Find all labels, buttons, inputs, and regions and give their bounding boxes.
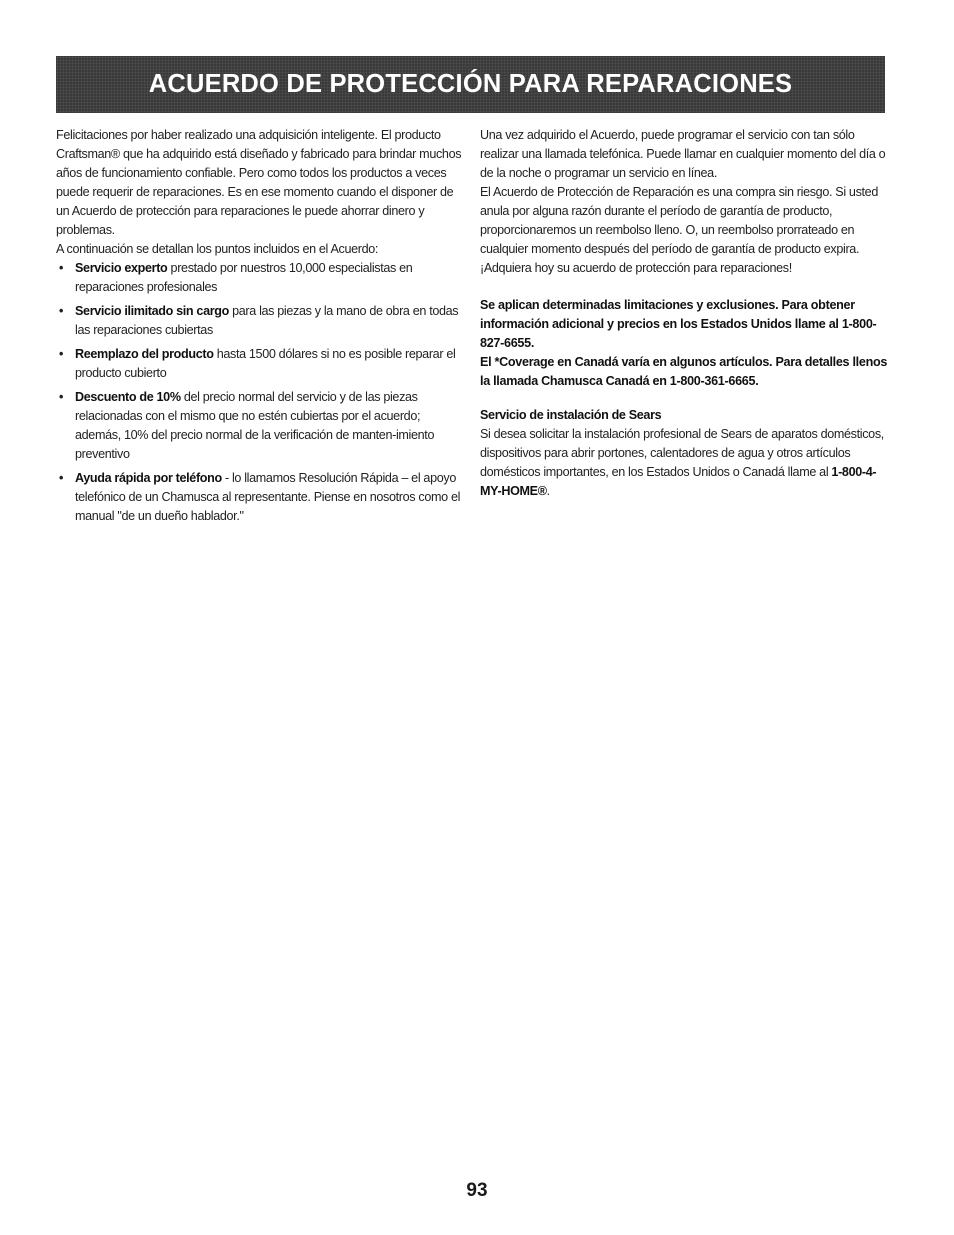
page-number: 93 [466, 1180, 488, 1201]
bullet-icon: • [59, 347, 64, 361]
installation-paragraph [480, 425, 890, 501]
installation-heading: Servicio de instalación de Sears [480, 408, 662, 422]
list-item-text: para las piezas y la mano de obra en todas las reparaciones cubiertas [75, 304, 459, 337]
installation-text: Si desea solicitar la instalación profesional de Sears de aparatos domésticos, dispositivos para abrir portones, calentadores de agua y otros artículos domésticos importantes, en los Estados Unidos o Canadá llame al [480, 427, 884, 479]
intro-paragraph: Felicitaciones por haber realizado una adquisición inteligente. El producto Craftsman® que ha adquirido está diseñado y fabricado para brindar muchos años de funcionamiento confiable. Pero como todos los productos a veces puede requerir de reparaciones. Es en ese momento cuando el disponer de un Acuerdo de protección para reparaciones le puede ahorrar dinero y problemas. [56, 128, 462, 237]
list-item-ayuda-telefono [56, 469, 466, 526]
list-item-bold: Servicio experto [75, 261, 168, 275]
bullet-icon: • [59, 261, 64, 275]
list-item-text: del precio normal del servicio y de las piezas relacionadas con el mismo que no estén cubiertas por el acuerdo; además, 10% del precio normal de la verificación de manten-imiento preventivo [75, 390, 435, 461]
list-intro: A continuación se detallan los puntos incluidos en el Acuerdo: [56, 242, 379, 256]
list-item-servicio-experto [56, 259, 466, 297]
list-item-bold: Servicio ilimitado sin cargo [75, 304, 229, 318]
list-item-descuento [56, 388, 466, 464]
spacer [480, 278, 890, 296]
list-item-text: - lo llamamos Resolución Rápida – el apoyo telefónico de un Chamusca al representante. Piense en nosotros como el manual "de un dueño hablador." [75, 471, 461, 523]
bullet-icon: • [59, 390, 64, 404]
list-item-bold: Reemplazo del producto [75, 347, 214, 361]
list-item-text: hasta 1500 dólares si no es posible reparar el producto cubierto [75, 347, 456, 380]
right-column [480, 126, 890, 501]
installation-phone: 1-800-4-MY-HOME® [480, 465, 877, 498]
list-item-reemplazo [56, 345, 466, 383]
list-item-bold: Ayuda rápida por teléfono [75, 471, 222, 485]
list-item-text: prestado por nuestros 10,000 especialistas en reparaciones profesionales [75, 261, 413, 294]
installation-end: . [546, 484, 550, 498]
limitations-us: Se aplican determinadas limitaciones y exclusiones. Para obtener información adicional y precios en los Estados Unidos llame al 1-800-827-6655. [480, 298, 877, 350]
scheduling-paragraph: Una vez adquirido el Acuerdo, puede programar el servicio con tan sólo realizar una llamada telefónica. Puede llamar en cualquier momento del día o de la noche o programar un servicio en línea. [480, 128, 886, 180]
list-item-bold: Descuento de 10% [75, 390, 181, 404]
left-column [56, 126, 466, 531]
title-banner [56, 56, 885, 113]
page-title: ACUERDO DE PROTECCIÓN PARA REPARACIONES [148, 70, 793, 98]
bullet-icon: • [59, 471, 64, 485]
spacer [480, 391, 890, 406]
bullet-icon: • [59, 304, 64, 318]
risk-free-paragraph: El Acuerdo de Protección de Reparación es una compra sin riesgo. Si usted anula por alguna razón durante el período de garantía de producto, proporcionaremos un reembolso lleno. O, un reembolso prorrateado en cualquier momento después del período de garantía de producto expira. ¡Adquiera hoy su acuerdo de protección para reparaciones! [480, 185, 878, 275]
list-item-servicio-ilimitado [56, 302, 466, 340]
limitations-canada: El *Coverage en Canadá varía en algunos artículos. Para detalles llenos la llamada Chamusca Canadá en 1-800-361-6665. [480, 355, 888, 388]
benefits-list [56, 259, 466, 526]
